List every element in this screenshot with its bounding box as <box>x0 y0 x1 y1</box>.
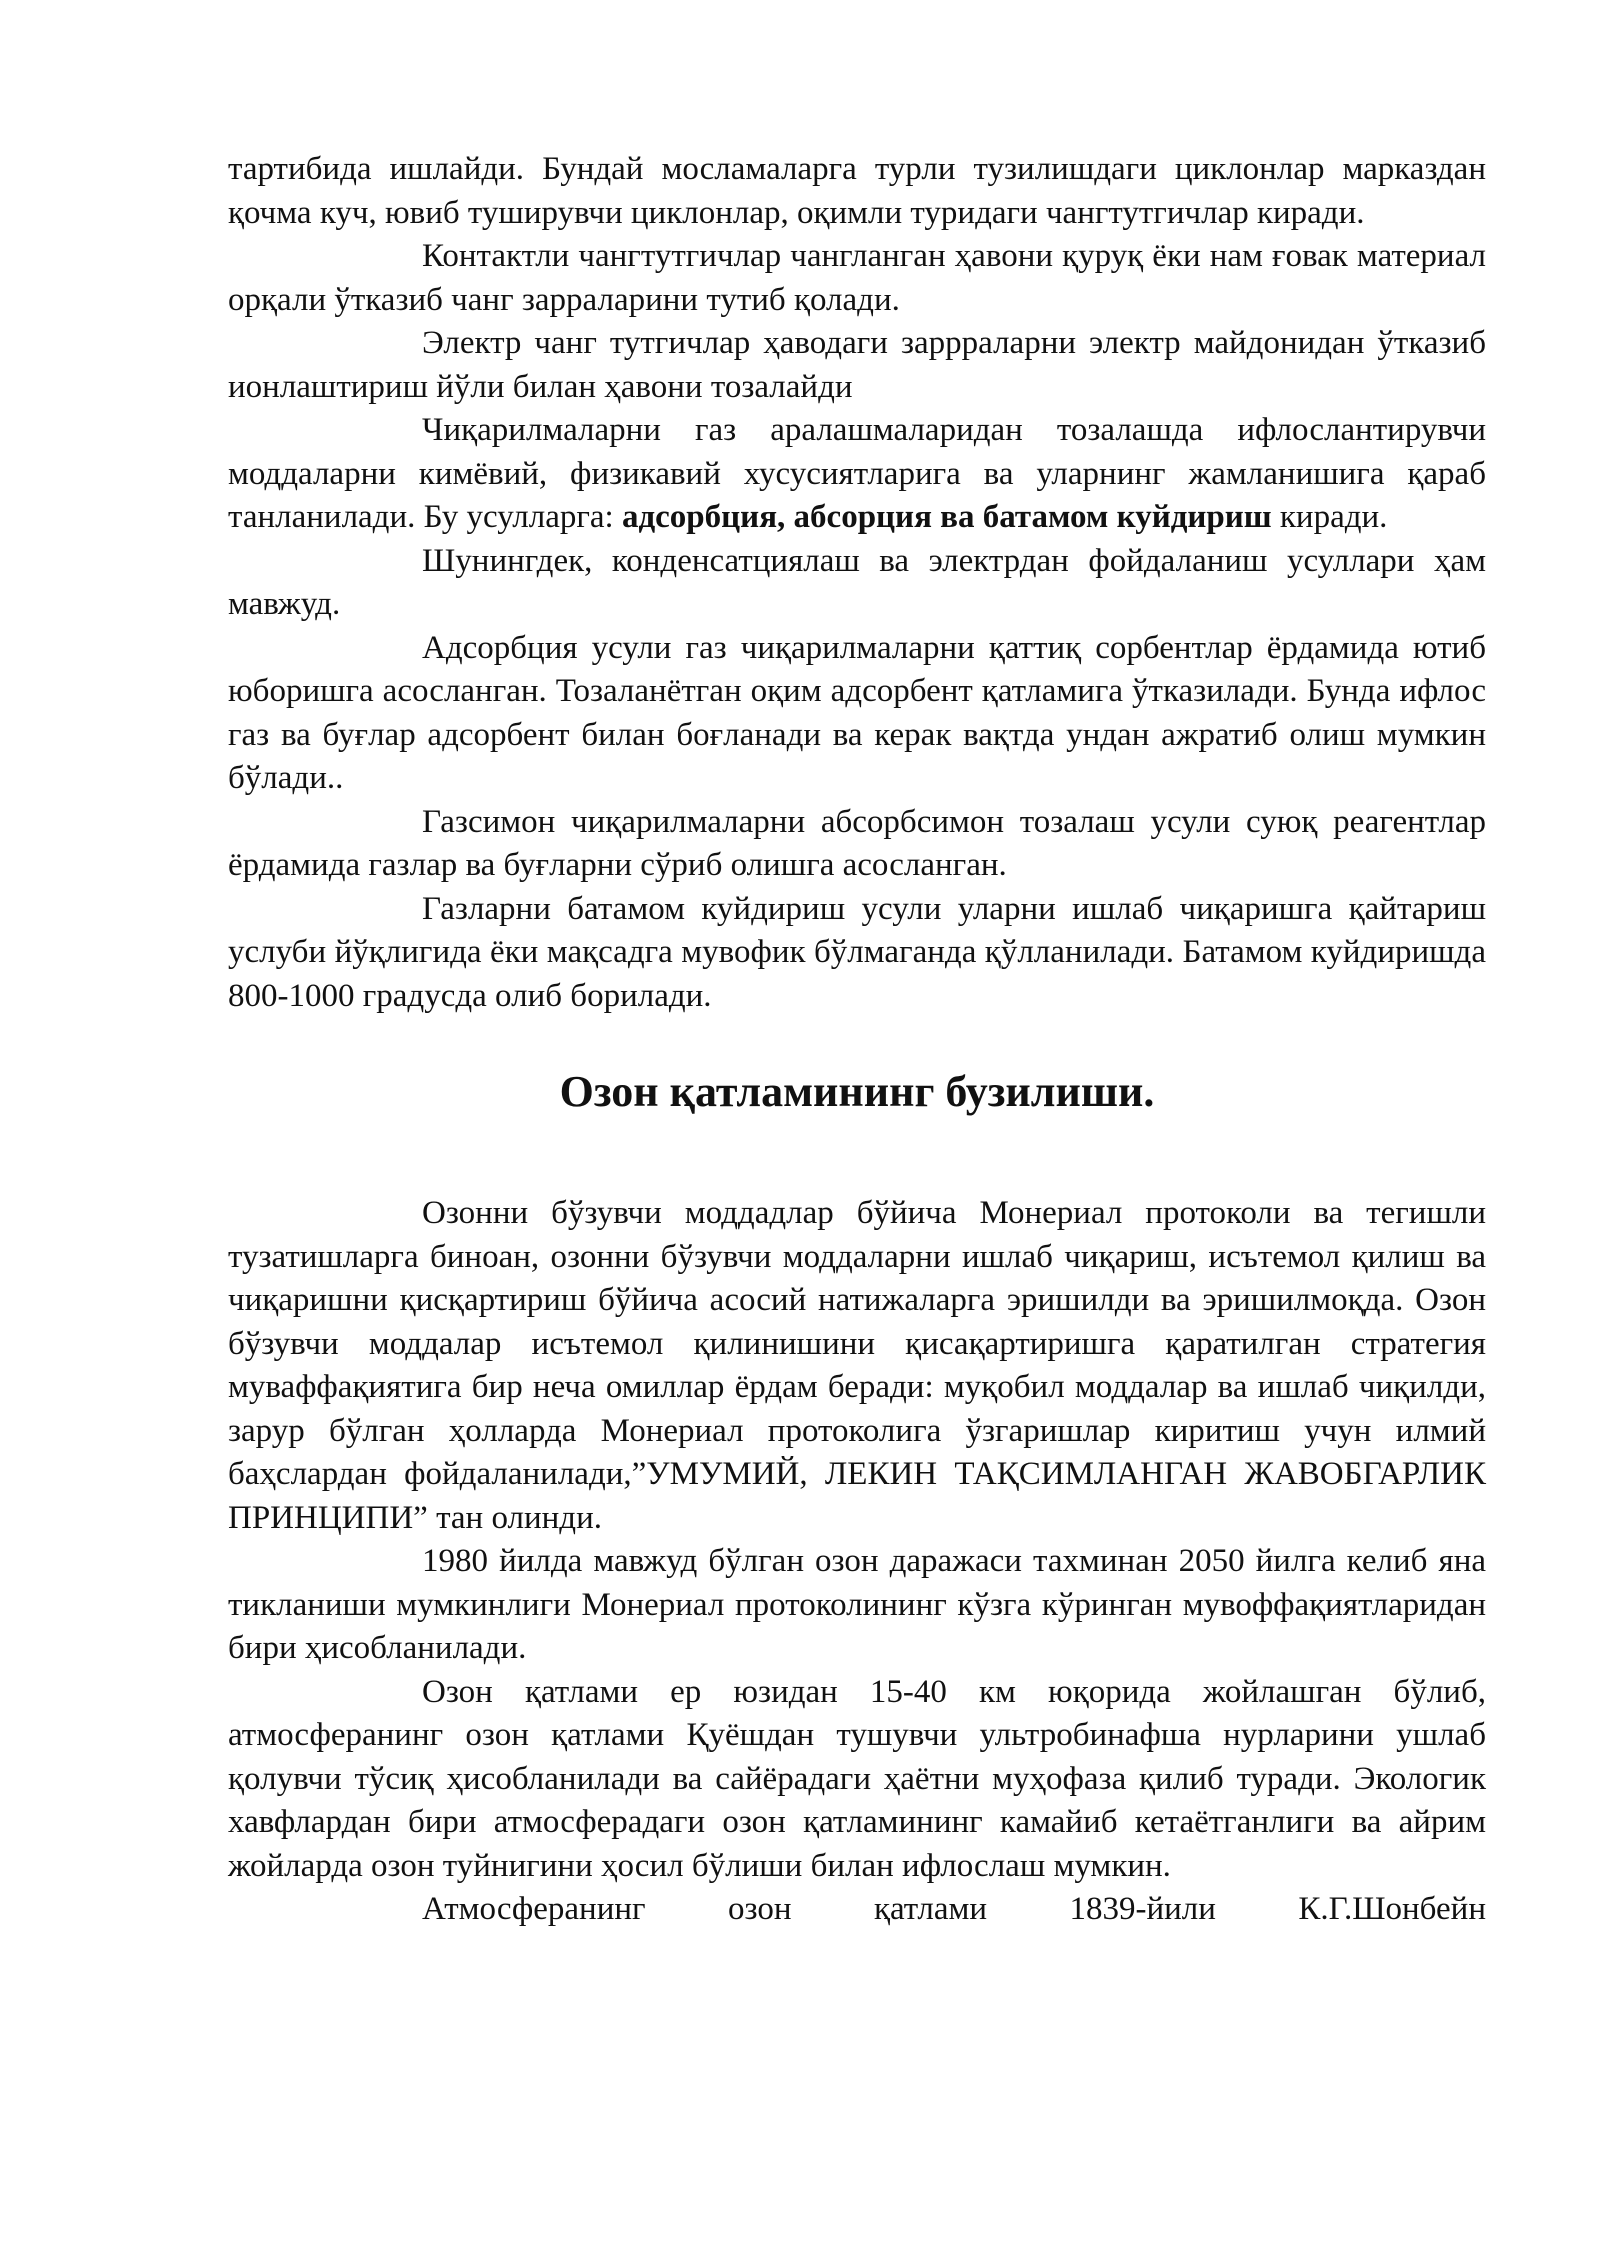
paragraph-condensation: Шунингдек, конденсатциялаш ва электрдан фойдаланиш усуллари ҳам мавжуд. <box>228 542 1486 622</box>
paragraph-adsorption: Адсорбция усули газ чиқарилмаларни қаттиқ сорбентлар ёрдамида ютиб юборишга асосланган. Тозаланётган оқим адсорбент қатламига ўтказилади. Бунда ифлос газ ва буғлар адсорбент билан боғланади ва керак вақтда ундан ажратиб олиш мумкин бўлади.. <box>228 629 1486 796</box>
paragraph-electric-dust-collectors: Электр чанг тутгичлар ҳаводаги заррраларни электр майдонидан ўтказиб ионлаштириш йўли билан ҳавони тозалайди <box>228 325 1486 405</box>
paragraph-ozone-layer: Озон қатлами ер юзидан 15-40 км юқорида жойлашган бўлиб, атмосферанинг озон қатлами Қуёшдан тушувчи ультробинафша нурларини ушлаб қолувчи тўсиқ ҳисобланилади ва сайёрадаги ҳаётни муҳофаза қилиб туради. Экологик хавфлардан бири атмосферадаги озон қатламининг камайиб кетаётганлиги ва айрим жойларда озон туйнигини ҳосил бўлиши билан ифлослаш мумкин. <box>228 1673 1486 1884</box>
paragraph-cyclones: тартибида ишлайди. Бундай мосламаларга турли тузилишдаги циклонлар марказдан қочма куч, ювиб туширувчи циклонлар, оқимли туридаги чангтутгичлар киради. <box>228 151 1486 231</box>
bold-methods-list: адсорбция, абсорция ва батамом куйдириш <box>621 499 1272 535</box>
paragraph-ozone-history: Атмосферанинг озон қатлами 1839-йили К.Г.Шонбейн <box>422 1891 1486 1927</box>
paragraph-absorption: Газсимон чиқарилмаларни абсорбсимон тозалаш усули суюқ реагентлар ёрдамида газлар ва буғларни сўриб олишга асосланган. <box>228 803 1486 883</box>
document-page <box>228 148 1486 1932</box>
paragraph-montreal-protocol: Озонни бўзувчи моддадлар бўйича Монериал протоколи ва тегишли тузатишларга биноан, озонни бўзувчи моддаларни ишлаб чиқариш, исътемол қилиш ва чиқаришни қисқартириш бўйича асосий натижаларга эришилди ва эришилмоқда. Озон бўзувчи моддалар исътемол қилинишини қисақартиришга қаратилган стратегия муваффақиятига бир неча омиллар ёрдам беради: муқобил моддалар ва ишлаб чиқилди, зарур бўлган ҳолларда Монериал протоколига ўзгаришлар киритиш учун илмий баҳслардан фойдаланилади,”УМУМИЙ, ЛЕКИН ТАҚСИМЛАНГАН ЖАВОБГАРЛИК ПРИНЦИПИ” тан олинди. <box>228 1195 1486 1536</box>
paragraph-text: Чиқарилмаларни газ аралашмаларидан тозалашда ифлослантирувчи моддаларни кимёвий, физикавий хусусиятларига ва уларнинг жамланишига қараб танланилади. Бу усулларга: <box>228 412 1486 535</box>
paragraph-text: киради. <box>1271 499 1388 535</box>
paragraph-gas-cleaning-methods <box>228 409 1486 540</box>
paragraph-combustion: Газларни батамом куйдириш усули уларни ишлаб чиқаришга қайтариш услуби йўқлигида ёки мақсадга мувофик бўлмаганда қўлланилади. Батамом куйдиришда 800-1000 градусда олиб борилади. <box>228 890 1486 1014</box>
paragraph-ozone-recovery: 1980 йилда мавжуд бўлган озон даражаси тахминан 2050 йилга келиб яна тикланиши мумкинлиги Монериал протоколининг кўзга кўринган мувоффақиятларидан бири ҳисобланилади. <box>228 1543 1486 1666</box>
section-heading: Озон қатламининг бузилиши. <box>559 1067 1155 1116</box>
paragraph-contact-dust-collectors: Контактли чангтутгичлар чангланган ҳавони қуруқ ёки нам ғовак материал орқали ўтказиб чанг зарраларини тутиб қолади. <box>228 238 1486 318</box>
